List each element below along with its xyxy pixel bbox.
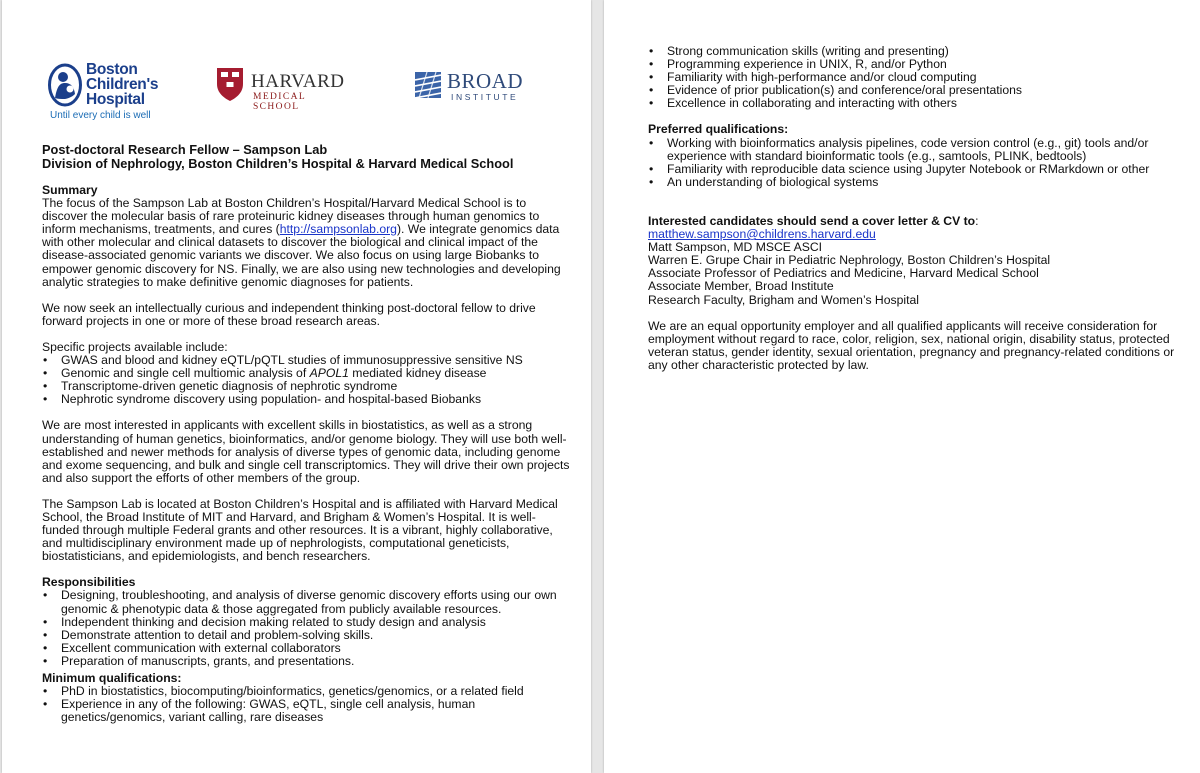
bch-tagline: Until every child is well <box>50 110 151 121</box>
contact-heading-text: Interested candidates should send a cover letter & CV to <box>648 213 976 228</box>
page2-body <box>648 45 1188 372</box>
summary-text-start: The focus of the Sampson Lab at Boston Children’s Hospital/Harvard Medical School is to discover the molecular basis of rare proteinuric kidney diseases through human genomics to inform mechanisms, treatments, and cures ( <box>42 196 540 237</box>
contact-title-line: Associate Member, Broad Institute <box>648 279 834 294</box>
seek-paragraph: We now seek an intellectually curious and independent thinking post-doctoral fellow to drive forward projects in one or more of these broad research areas. <box>42 300 536 328</box>
lab-website-link[interactable]: http://sampsonlab.org <box>279 222 397 237</box>
preferred-qualifications-list <box>648 137 1188 189</box>
list-item: • Evidence of prior publication(s) and conference/oral presentations <box>648 84 1188 97</box>
projects-list <box>42 354 570 406</box>
job-title: Post-doctoral Research Fellow – Sampson Lab <box>42 142 328 157</box>
harvard-subtitle: MEDICAL SCHOOL <box>253 92 306 112</box>
bch-line2: Children's <box>86 76 159 93</box>
contact-title-line: Warren E. Grupe Chair in Pediatric Nephrology, Boston Children’s Hospital <box>648 253 1051 268</box>
broad-mark-icon <box>415 72 441 98</box>
contact-title-line: Research Faculty, Brigham and Women’s Hospital <box>648 292 919 307</box>
logo-row <box>48 62 548 124</box>
harvard-wordmark: HARVARD <box>251 71 345 92</box>
page1-body <box>42 143 570 724</box>
document-page-2 <box>604 0 1200 773</box>
list-item: • Designing, troubleshooting, and analysis of diverse genomic discovery efforts using our own genomic & phenotypic data & those aggregated from publicly available resources. <box>42 589 570 615</box>
list-item: • Familiarity with reproducible data science using Jupyter Notebook or RMarkdown or other <box>648 163 1188 176</box>
interest-paragraph: We are most interested in applicants with excellent skills in biostatistics, as well as a strong understanding of human genetics, bioinformatics, and/or genome biology. They will use both well-established and newer methods for analysis of diverse types of genomic data, including genome and exome sequencing, and bulk and single cell transcriptomics. They will drive their own projects and also support the efforts of other members of the group. <box>42 418 570 485</box>
equal-opportunity-paragraph: We are an equal opportunity employer and all qualified applicants will receive consideration for employment without regard to race, color, religion, sex, national origin, disability status, protected veteran status, gender identity, sexual orientation, pregnancy and pregnancy-related conditions or any other characteristic protected by law. <box>648 318 1175 372</box>
list-item: • Strong communication skills (writing and presenting) <box>648 45 1188 58</box>
bch-wordmark <box>86 62 158 107</box>
contact-title-line: Associate Professor of Pediatrics and Medicine, Harvard Medical School <box>648 266 1039 281</box>
list-item: • Transcriptome-driven genetic diagnosis of nephrotic syndrome <box>42 380 570 393</box>
summary-text-end: ). We integrate genomics data with other molecular and clinical datasets to discover the biological and clinical impact of the disease-associated genomic variants we discover. We also focus on using large Biobanks to empower genomic discovery for NS. Finally, we are also using new technologies and developing analytic strategies to make definitive genomic diagnoses for patients. <box>42 222 561 289</box>
location-paragraph: The Sampson Lab is located at Boston Children’s Hospital and is affiliated with Harvard Medical School, the Broad Institute of MIT and Harvard, and Brigham & Women’s Hospital. It is well-funded through multiple Federal grants and other resources. It is a vibrant, highly collaborative, and multidisciplinary environment made up of nephrologists, computational geneticists, biostatisticians, and epidemiologists, and bench researchers. <box>42 496 558 564</box>
preferred-qualifications-heading: Preferred qualifications: <box>648 122 789 137</box>
minimum-qualifications-heading: Minimum qualifications: <box>42 671 182 685</box>
list-item: • Independent thinking and decision making related to study design and analysis <box>42 616 570 629</box>
bch-logo <box>48 61 159 124</box>
summary-heading: Summary <box>42 183 98 197</box>
list-item-text: Genomic and single cell multiomic analysis of <box>61 366 310 381</box>
list-item-text: mediated kidney disease <box>348 366 487 381</box>
list-item: • GWAS and blood and kidney eQTL/pQTL studies of immunosuppressive sensitive NS <box>42 354 570 367</box>
list-item: • Preparation of manuscripts, grants, and presentations. <box>42 655 570 668</box>
division-title: Division of Nephrology, Boston Children’s Hospital & Harvard Medical School <box>42 156 514 171</box>
list-item: • Nephrotic syndrome discovery using population- and hospital-based Biobanks <box>42 393 570 406</box>
broad-logo <box>415 66 555 102</box>
list-item: • Programming experience in UNIX, R, and/or Python <box>648 58 1188 71</box>
broad-wordmark: BROAD <box>447 69 524 93</box>
list-item: • Experience in any of the following: GWAS, eQTL, single cell analysis, human genetics/genomics, variant calling, rare diseases <box>42 698 570 724</box>
list-item: • Demonstrate attention to detail and problem-solving skills. <box>42 629 570 642</box>
bch-line3: Hospital <box>86 91 145 108</box>
bch-emblem-icon <box>48 62 84 108</box>
contact-email-link[interactable]: matthew.sampson@childrens.harvard.edu <box>648 227 876 242</box>
document-page-1 <box>2 0 591 773</box>
summary-paragraph <box>42 197 570 289</box>
list-item: • An understanding of biological systems <box>648 176 1188 189</box>
gene-name: APOL1 <box>309 366 349 381</box>
list-item: • Excellent communication with external collaborators <box>42 642 570 655</box>
harvard-shield-icon <box>215 66 245 102</box>
responsibilities-list <box>42 589 570 668</box>
responsibilities-heading: Responsibilities <box>42 575 136 590</box>
projects-heading: Specific projects available include: <box>42 339 228 354</box>
bch-line1: Boston <box>86 61 138 78</box>
contact-heading-colon: : <box>975 213 979 228</box>
list-item: • Excellence in collaborating and interacting with others <box>648 97 1188 110</box>
list-item: • Working with bioinformatics analysis pipelines, code version control (e.g., git) tools and/or experience with standard bioinformatic tools (e.g., samtools, PLINK, bedtools) <box>648 137 1188 163</box>
broad-subtitle: INSTITUTE <box>451 92 519 102</box>
harvard-logo <box>215 66 355 112</box>
list-item: • PhD in biostatistics, biocomputing/bioinformatics, genetics/genomics, or a related field <box>42 685 570 698</box>
minimum-qualifications-list-continued <box>648 45 1188 110</box>
contact-name: Matt Sampson, MD MSCE ASCI <box>648 240 823 255</box>
minimum-qualifications-list <box>42 685 570 724</box>
list-item: • Familiarity with high-performance and/or cloud computing <box>648 71 1188 84</box>
